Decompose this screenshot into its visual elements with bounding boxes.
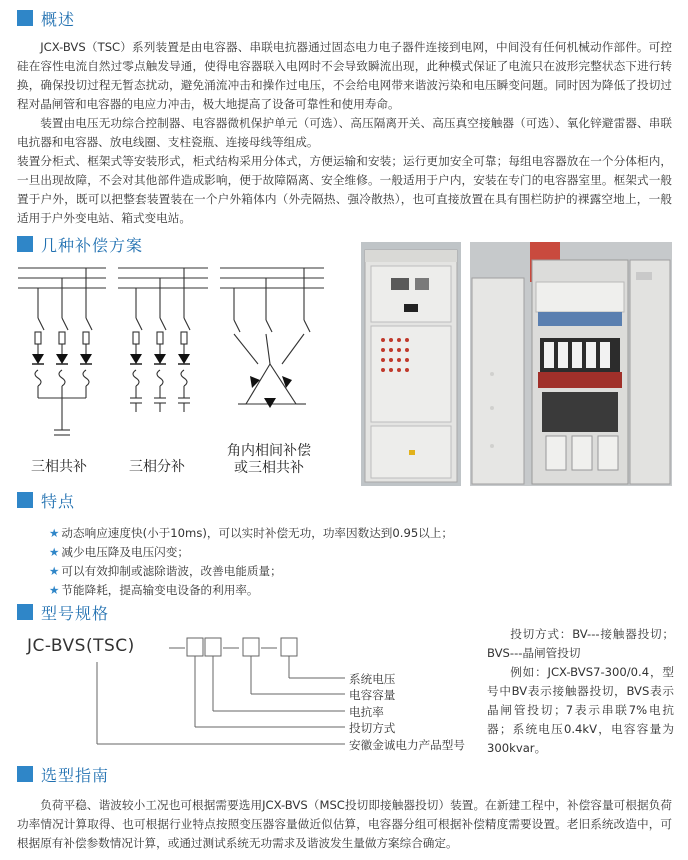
scheme-common-diagram	[18, 268, 106, 435]
overview-title: 概述	[41, 9, 76, 29]
features-title: 特点	[41, 491, 76, 511]
scheme-label-delta-alt: 或三相共补	[234, 460, 304, 476]
closed-cabinet-illustration	[361, 242, 461, 486]
model-title: 型号规格	[41, 603, 110, 623]
star-icon: ★	[49, 564, 60, 578]
scheme-delta-diagram	[220, 268, 324, 404]
feature-item	[49, 562, 453, 581]
overview-header	[17, 8, 75, 28]
section-square-icon	[17, 604, 33, 620]
section-square-icon	[17, 10, 33, 26]
feature-item	[49, 581, 453, 600]
model-label-reactance: 电抗率	[349, 705, 384, 719]
cabinet-photo-closed	[361, 242, 461, 486]
overview-text	[17, 38, 672, 228]
section-square-icon	[17, 492, 33, 508]
feature-text: 节能降耗，提高输变电设备的利用率。	[61, 583, 259, 597]
features-list	[49, 524, 453, 600]
cabinet-photo-open	[470, 242, 672, 486]
model-desc-example: 例如：JCX-BVS7-300/0.4，型号中BV表示接触器投切，BVS表示晶闸管投切；7表示串联7%电抗器；系统电压0.4kV，电容容量为300kvar。	[487, 665, 674, 755]
model-code: JC-BVS(TSC)	[27, 636, 135, 656]
features-header	[17, 490, 75, 510]
feature-text: 可以有效抑制或滤除谐波，改善电能质量；	[61, 564, 282, 578]
guide-title: 选型指南	[41, 765, 110, 785]
guide-text	[17, 796, 672, 853]
feature-item	[49, 543, 453, 562]
scheme-label-delta: 角内相间补偿	[227, 443, 311, 459]
star-icon: ★	[49, 526, 60, 540]
feature-text: 动态响应速度快(小于10ms)，可以实时补偿无功，功率因数达到0.95以上；	[61, 526, 453, 540]
guide-paragraph: 负荷平稳、谐波较小工况也可根据需要选用JCX-BVS（MSC投切即接触器投切）装置。在新建工程中，补偿容量可根据负荷功率情况计算取得、也可根据行业特点按照变压器容量做近似估算，电容器分组可根据补偿精度需要设置。老旧系统改造中，可根据原有补偿参数情况计算，或通过测试系统无功需求及谐波发生量做方案综合确定。	[17, 798, 672, 850]
star-icon: ★	[49, 545, 60, 559]
model-label-product: 安徽金诚电力产品型号	[349, 738, 465, 752]
model-label-capacity: 电容容量	[349, 688, 396, 702]
model-label-voltage: 系统电压	[349, 672, 396, 686]
section-square-icon	[17, 766, 33, 782]
section-square-icon	[17, 236, 33, 252]
scheme-label-common: 三相共补	[31, 459, 87, 475]
model-diagram	[17, 632, 487, 757]
open-cabinet-illustration	[470, 242, 672, 486]
star-icon: ★	[49, 583, 60, 597]
overview-paragraph-1: JCX-BVS（TSC）系列装置是由电容器、串联电抗器通过固态电力电子器件连接到电网，中间没有任何机械动作部件。可控硅在容性电流自然过零点触发导通，使得电容器联入电网时不会导致瞬流出现，此种模式保证了电流只在波形完整状态下进行转换，确保投切过程无暂态扰动，避免涌流冲击和操作过电压，不会给电网带来谐波污染和电压瞬变问题。同时因为降低了投切过程对晶闸管和电容器的电应力冲击，极大地提高了设备可靠性和使用寿命。	[17, 40, 672, 111]
model-label-switching: 投切方式	[349, 721, 396, 735]
model-description	[487, 625, 674, 758]
scheme-label-split: 三相分补	[129, 459, 185, 475]
schemes-header	[17, 234, 143, 254]
model-header	[17, 602, 109, 622]
overview-paragraph-2: 装置由电压无功综合控制器、电容器微机保护单元（可选）、高压隔离开关、高压真空接触器（可选）、氧化锌避雷器、串联电抗器和电容器、放电线圈、支柱瓷瓶、连接母线等组成。	[17, 116, 672, 149]
schemes-title: 几种补偿方案	[41, 235, 144, 255]
overview-paragraph-3: 装置分柜式、框架式等安装形式，柜式结构采用分体式，方便运输和安装；运行更加安全可靠；每组电容器放在一个分体柜内，一旦出现故障，不会对其他部件造成影响，便于故障隔离、安全维修。一般适用于户内，安装在专门的电容器室里。框架式一般置于户外，既可以把整套装置装在一个户外箱体内（外壳隔热、强冷散热），也可直接放置在具有围栏防护的裸露空地上，一般适用于户外变电站、箱式变电站。	[17, 154, 672, 225]
scheme-split-diagram	[118, 268, 208, 412]
model-desc-switching: 投切方式：BV---接触器投切；BVS---晶闸管投切	[487, 627, 674, 660]
guide-header	[17, 764, 109, 784]
feature-item	[49, 524, 453, 543]
compensation-diagrams	[14, 258, 344, 458]
feature-text: 减少电压降及电压闪变；	[61, 545, 189, 559]
